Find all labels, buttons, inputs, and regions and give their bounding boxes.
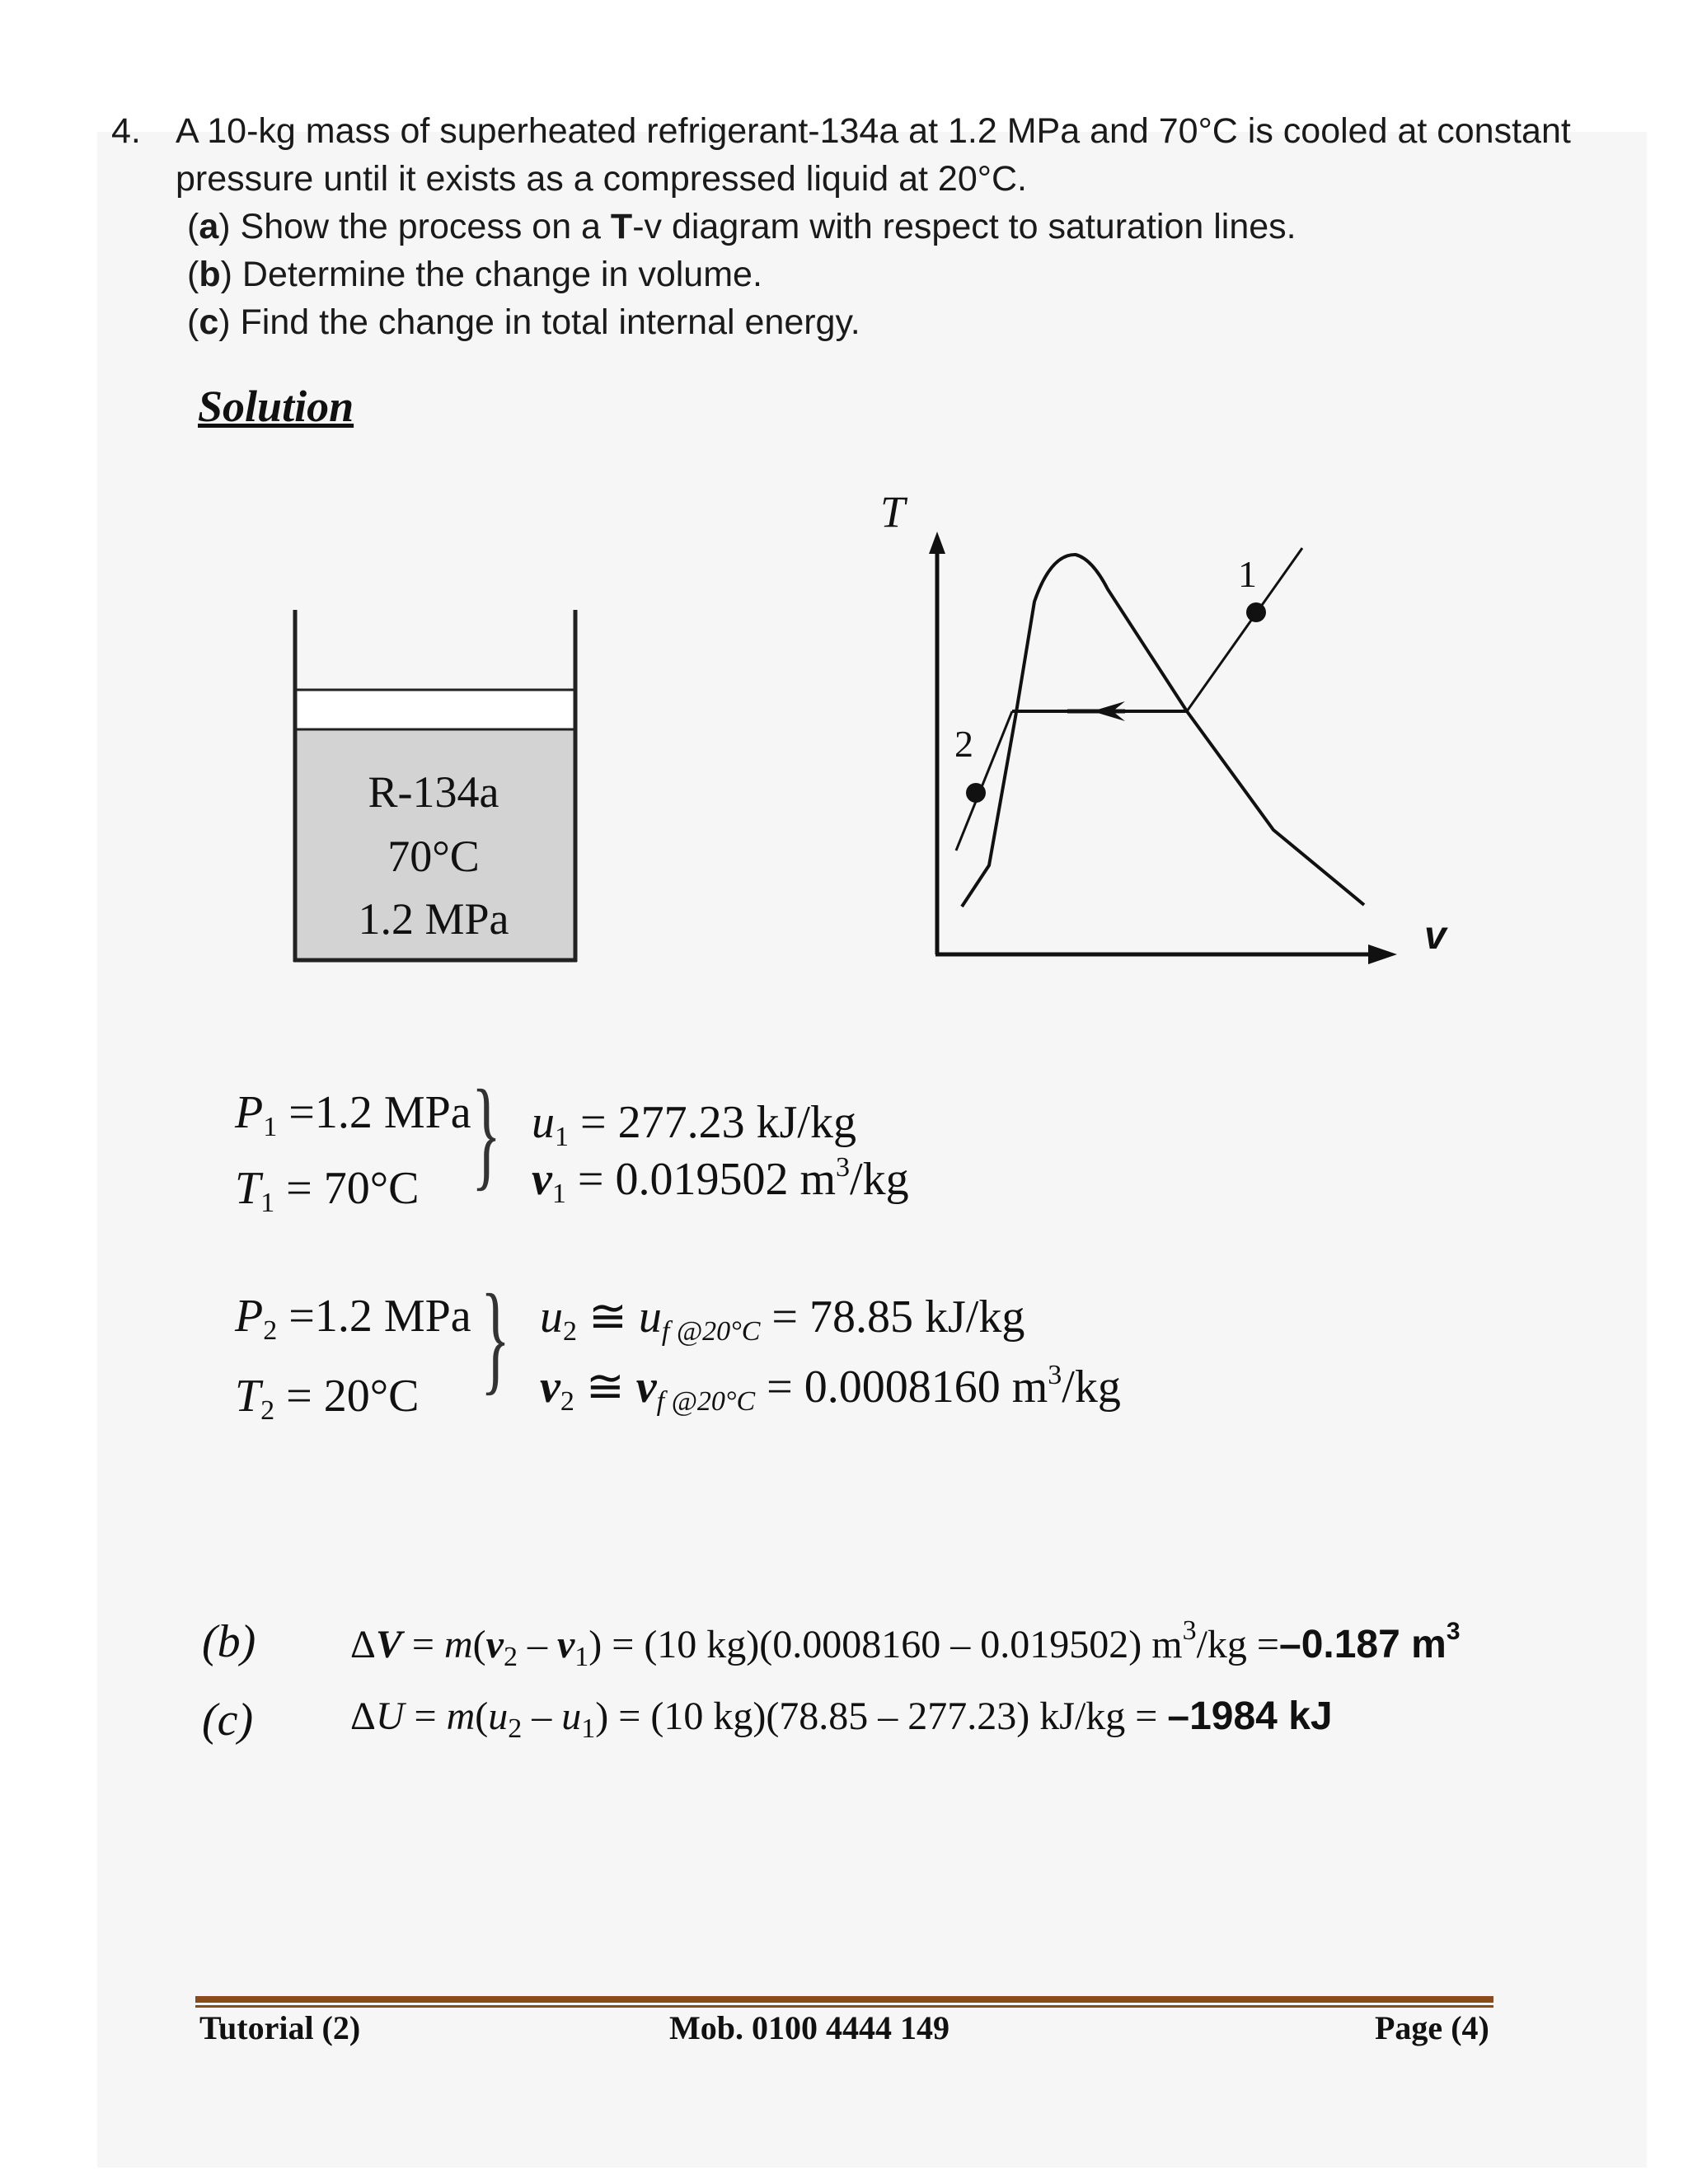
state-1-point [1246,602,1266,622]
cylinder-fluid-label: R-134a [368,767,499,817]
state2-internal-energy: $u_2$ ≅ $u_{f @20^\circ C} = 78.85$ kJ/kg [540,1291,1025,1347]
state2-brace: } [481,1269,510,1406]
state1-brace: } [471,1065,501,1202]
part-c-equation: $\Delta U = m(u_2 - u_1) = (10$ kg)(78.85 – 277.23) kJ/kg = –1984 kJ [350,1694,1333,1744]
solution-heading: Solution [198,382,354,431]
state-1-label: 1 [1238,553,1257,595]
t-axis-arrowhead [929,532,945,554]
state1-temperature: $T_1 = 70^\circ C$ [235,1163,420,1218]
state1-specific-volume: $v_1 = 0.019502$ $m^3/kg$ [532,1152,909,1209]
saturation-dome [962,555,1364,907]
problem-text: A 10-kg mass of superheated refrigerant-134a at 1.2 MPa and 70°C is cooled at constant pressure until it exists as a compressed liquid at 20°C. [176,111,1571,199]
state2-temperature: $T_2 = 20^\circ C$ [235,1371,420,1426]
t-axis-label: T [880,487,906,537]
tv-diagram [907,511,1484,972]
problem-number: 4. [111,111,141,151]
state1-internal-energy: $u_1 = 277.23$ kJ/kg [532,1097,856,1152]
footer-center: Mob. 0100 4444 149 [669,2009,950,2046]
part-b-label: (b) [202,1616,256,1667]
state2-pressure: $P_2 =1.2$ MPa [235,1291,471,1346]
state-2-point [966,783,986,803]
footer-right: Page (4) [1375,2009,1489,2046]
footer-rule-thick [195,1996,1493,2003]
state1-pressure: $P_1 =1.2$ MPa [235,1087,471,1142]
part-b: (b) Determine the change in volume. [187,255,762,294]
part-c: (c) Find the change in total internal energy. [187,302,860,342]
state2-specific-volume: $v_2$ ≅ $v_{f @20^\circ C} = 0.0008160$ $m^3/kg$ [540,1360,1121,1417]
page-background [97,132,1647,2168]
footer-rule-thin [195,2005,1493,2008]
cylinder-temp-label: 70°C [387,832,480,881]
state-2-label: 2 [954,723,973,765]
footer-left: Tutorial (2) [199,2009,361,2046]
part-a: (a) Show the process on a T-v diagram with respect to saturation lines. [187,207,1296,246]
piston [295,690,575,729]
v-axis-label: v [1424,914,1447,958]
part-c-label: (c) [202,1694,254,1746]
v-axis-arrowhead [1368,944,1397,964]
cylinder-pressure-label: 1.2 MPa [358,894,509,944]
part-b-equation: $\Delta V = m(v_2 - v_1) = (10$ kg)(0.0008160 – 0.019502) $m^3/kg =-0.187$ $m^3$ [350,1615,1461,1672]
